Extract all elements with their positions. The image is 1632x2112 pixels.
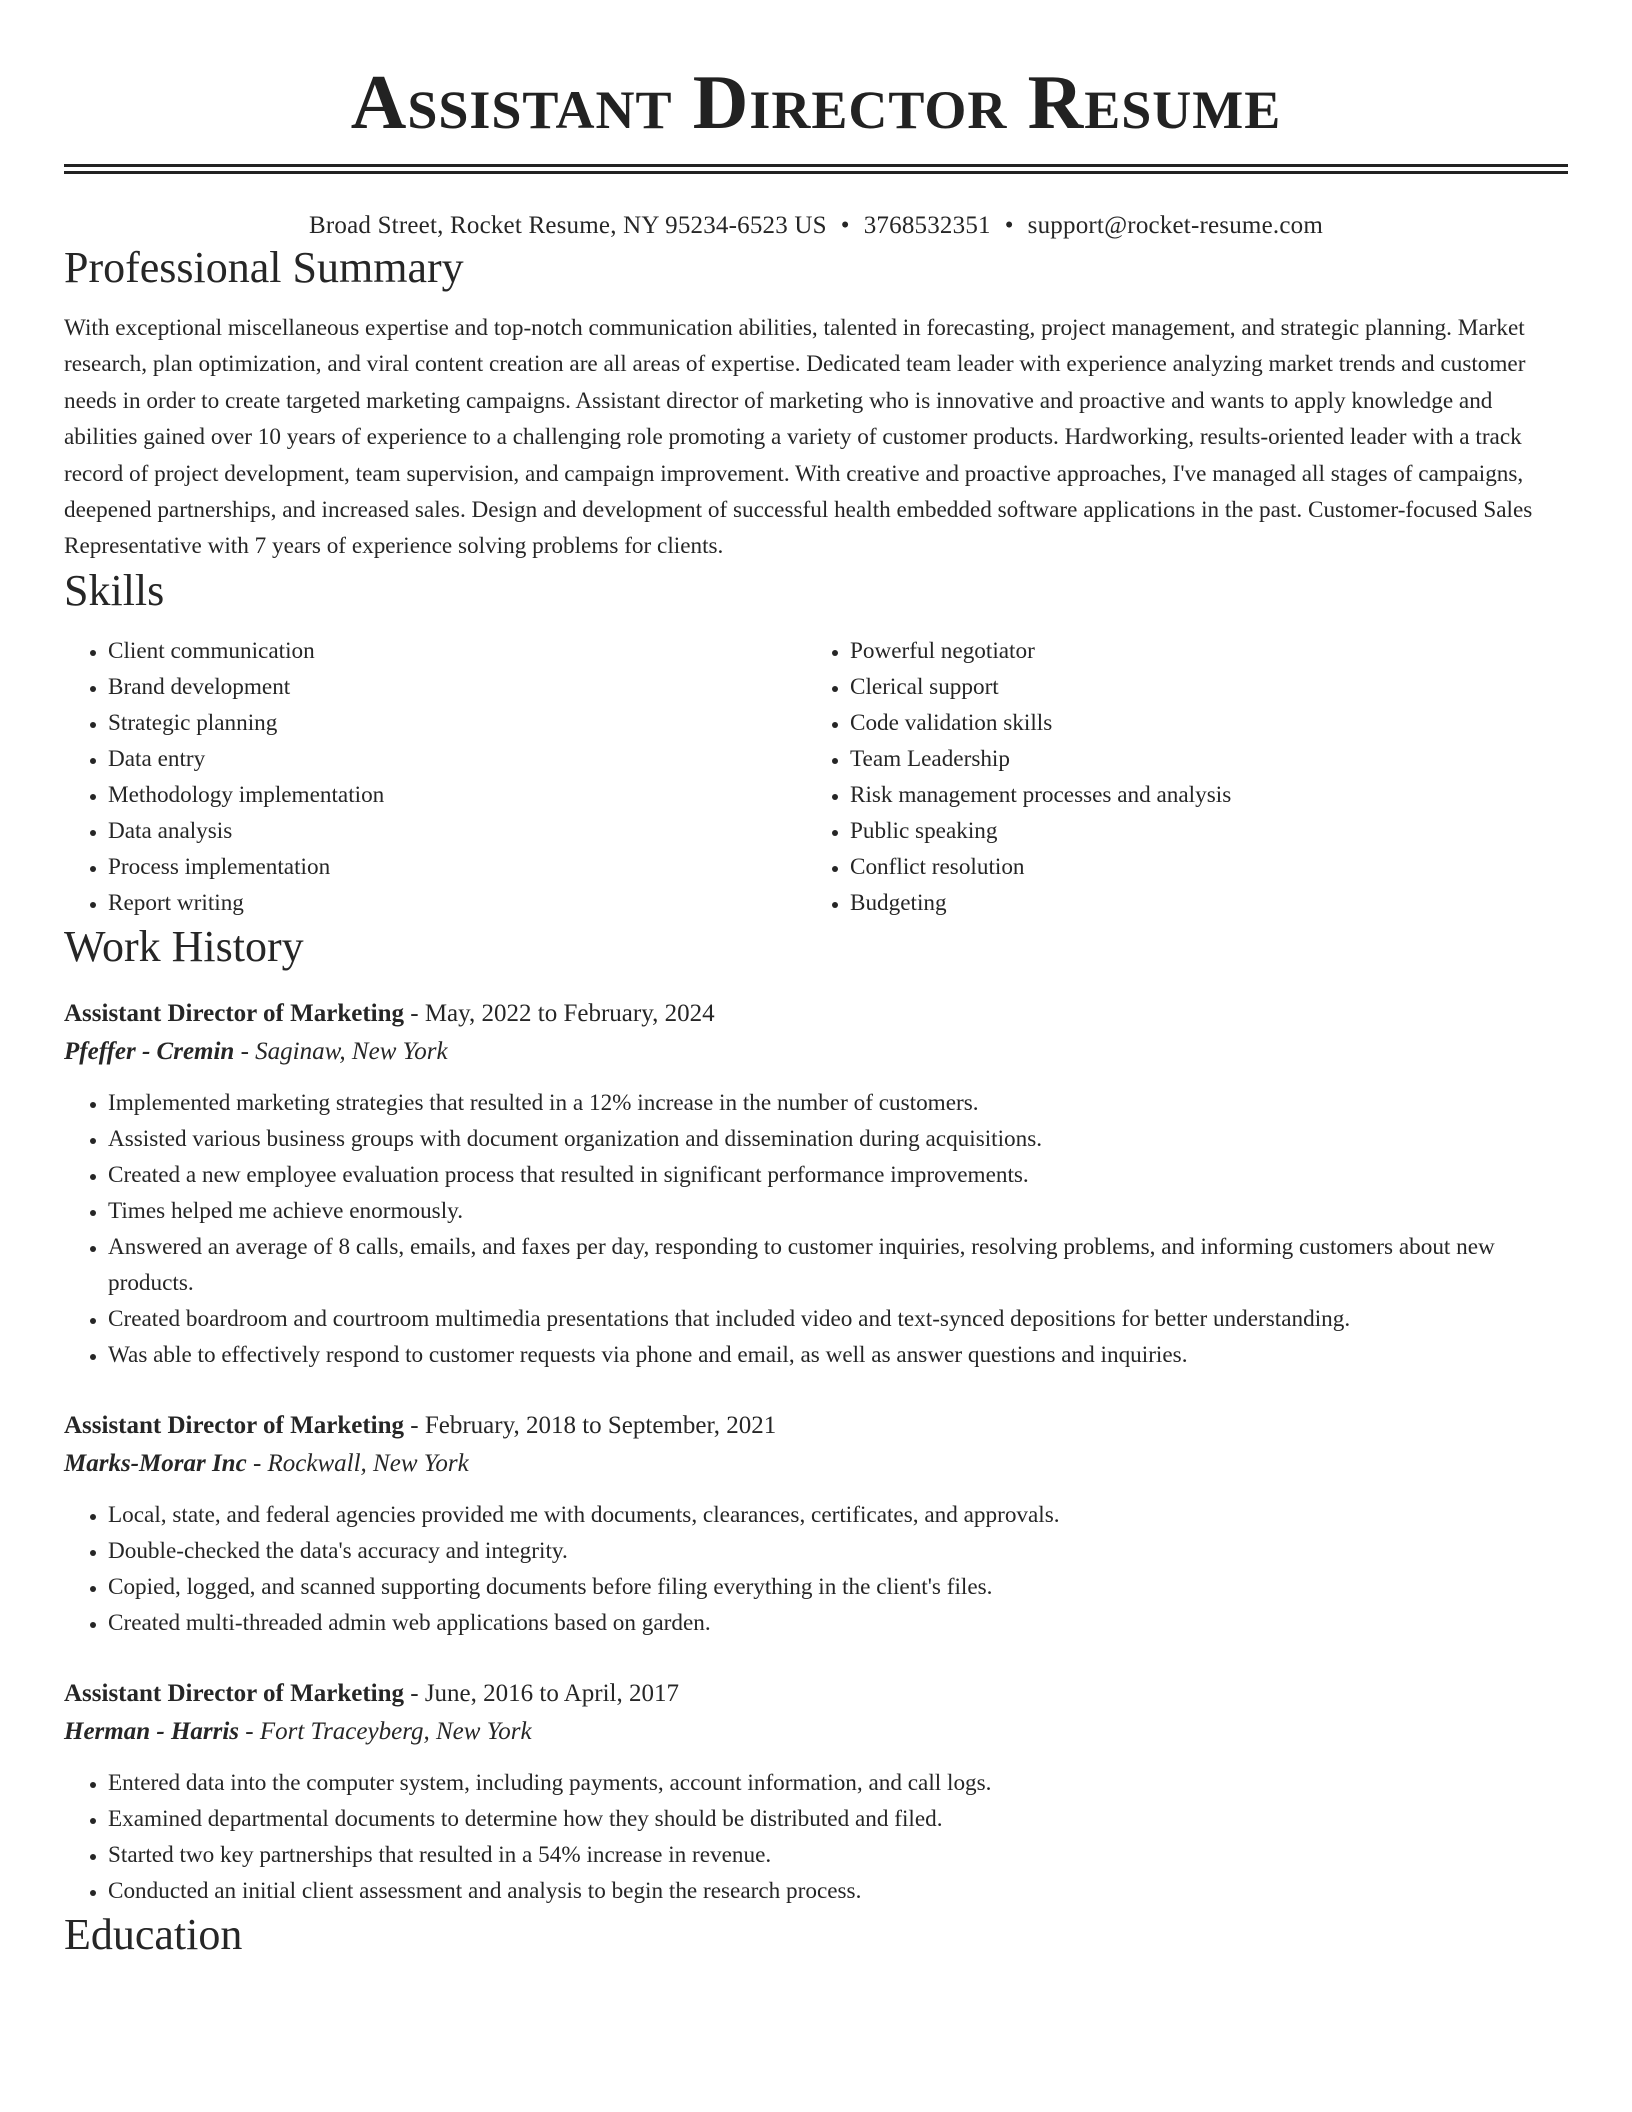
job-entry bbox=[64, 1407, 1568, 1641]
skill-item: • Public speaking bbox=[850, 813, 1568, 849]
resume-title: Assistant Director Resume bbox=[350, 59, 1282, 145]
job-title: Assistant Director of Marketing bbox=[64, 999, 404, 1027]
skill-item: • Methodology implementation bbox=[108, 777, 806, 813]
skill-item: • Strategic planning bbox=[108, 705, 806, 741]
job-bullet: • Created a new employee evaluation process that resulted in significant performance improvements. bbox=[108, 1157, 1568, 1193]
contact-separator: • bbox=[1004, 212, 1014, 239]
job-company: Marks-Morar Inc bbox=[64, 1449, 247, 1477]
job-bullets bbox=[64, 1765, 1568, 1909]
job-location: - Rockwall, New York bbox=[246, 1449, 469, 1477]
skills-heading: Skills bbox=[64, 565, 165, 615]
job-company: Pfeffer - Cremin bbox=[64, 1037, 235, 1065]
skills-columns bbox=[64, 633, 1568, 921]
job-title: Assistant Director of Marketing bbox=[64, 1411, 404, 1439]
skill-item: • Risk management processes and analysis bbox=[850, 777, 1568, 813]
job-company-line bbox=[64, 1713, 1568, 1751]
skills-list-right bbox=[806, 633, 1568, 921]
skill-item: • Powerful negotiator bbox=[850, 633, 1568, 669]
skill-item: • Data entry bbox=[108, 741, 806, 777]
job-entry bbox=[64, 1675, 1568, 1909]
job-bullet: • Copied, logged, and scanned supporting documents before filing everything in the client's files. bbox=[108, 1569, 1568, 1605]
skill-item: • Clerical support bbox=[850, 669, 1568, 705]
job-bullets bbox=[64, 1085, 1568, 1373]
job-company: Herman - Harris bbox=[64, 1717, 240, 1745]
job-dates: - June, 2016 to April, 2017 bbox=[404, 1679, 679, 1707]
contact-separator: • bbox=[840, 212, 850, 239]
job-title-line bbox=[64, 1675, 1568, 1713]
job-bullet: • Entered data into the computer system, including payments, account information, and call logs. bbox=[108, 1765, 1568, 1801]
job-title-line bbox=[64, 995, 1568, 1033]
job-company-line bbox=[64, 1445, 1568, 1483]
title-divider bbox=[64, 164, 1568, 174]
skill-item: • Code validation skills bbox=[850, 705, 1568, 741]
skill-item: • Brand development bbox=[108, 669, 806, 705]
job-bullet: • Started two key partnerships that resulted in a 54% increase in revenue. bbox=[108, 1837, 1568, 1873]
job-bullet: • Created boardroom and courtroom multimedia presentations that included video and text-synced depositions for better understanding. bbox=[108, 1301, 1568, 1337]
job-bullet: • Assisted various business groups with document organization and dissemination during acquisitions. bbox=[108, 1121, 1568, 1157]
job-bullet: • Examined departmental documents to determine how they should be distributed and filed. bbox=[108, 1801, 1568, 1837]
job-location: - Fort Traceyberg, New York bbox=[239, 1717, 532, 1745]
work-history-heading: Work History bbox=[64, 921, 304, 971]
contact-address: Broad Street, Rocket Resume, NY 95234-6523 US bbox=[309, 212, 827, 239]
skill-item: • Process implementation bbox=[108, 849, 806, 885]
job-dates: - February, 2018 to September, 2021 bbox=[404, 1411, 777, 1439]
skill-item: • Client communication bbox=[108, 633, 806, 669]
summary-heading: Professional Summary bbox=[64, 243, 464, 292]
summary-text: With exceptional miscellaneous expertise and top-notch communication abilities, talented in forecasting, project management, and strategic planning. Market research, plan optimization, and viral content creation are all areas of expertise. Dedicated team leader with experience analyzing market trends and customer needs in order to create targeted marketing campaigns. Assistant director of marketing who is innovative and proactive and wants to apply knowledge and abilities gained over 10 years of experience to a challenging role promoting a variety of customer products. Hardworking, results-oriented leader with a track record of project development, team supervision, and campaign improvement. With creative and proactive approaches, I've managed all stages of campaigns, deepened partnerships, and increased sales. Design and development of successful health embedded software applications in the past. Customer-focused Sales Representative with 7 years of experience solving problems for clients. bbox=[64, 315, 1533, 560]
skills-list-left bbox=[64, 633, 806, 921]
job-bullet: • Implemented marketing strategies that resulted in a 12% increase in the number of customers. bbox=[108, 1085, 1568, 1121]
job-bullet: • Answered an average of 8 calls, emails, and faxes per day, responding to customer inquiries, resolving problems, and informing customers about new products. bbox=[108, 1229, 1568, 1301]
job-bullet: • Times helped me achieve enormously. bbox=[108, 1193, 1568, 1229]
job-bullet: • Double-checked the data's accuracy and integrity. bbox=[108, 1533, 1568, 1569]
job-bullet: • Was able to effectively respond to customer requests via phone and email, as well as answer questions and inquiries. bbox=[108, 1337, 1568, 1373]
skill-item: • Report writing bbox=[108, 885, 806, 921]
skill-item: • Conflict resolution bbox=[850, 849, 1568, 885]
job-bullet: • Conducted an initial client assessment and analysis to begin the research process. bbox=[108, 1873, 1568, 1909]
job-bullets bbox=[64, 1497, 1568, 1641]
job-dates: - May, 2022 to February, 2024 bbox=[404, 999, 715, 1027]
contact-email: support@rocket-resume.com bbox=[1027, 212, 1323, 239]
contact-line bbox=[64, 210, 1568, 242]
job-company-line bbox=[64, 1033, 1568, 1071]
job-bullet: • Local, state, and federal agencies provided me with documents, clearances, certificates, and approvals. bbox=[108, 1497, 1568, 1533]
job-entry bbox=[64, 995, 1568, 1373]
job-bullet: • Created multi-threaded admin web applications based on garden. bbox=[108, 1605, 1568, 1641]
skill-item: • Budgeting bbox=[850, 885, 1568, 921]
education-heading: Education bbox=[64, 1909, 243, 1959]
job-title-line bbox=[64, 1407, 1568, 1445]
contact-phone: 3768532351 bbox=[863, 212, 991, 239]
skill-item: • Team Leadership bbox=[850, 741, 1568, 777]
job-title: Assistant Director of Marketing bbox=[64, 1679, 404, 1707]
skill-item: • Data analysis bbox=[108, 813, 806, 849]
job-location: - Saginaw, New York bbox=[234, 1037, 448, 1065]
